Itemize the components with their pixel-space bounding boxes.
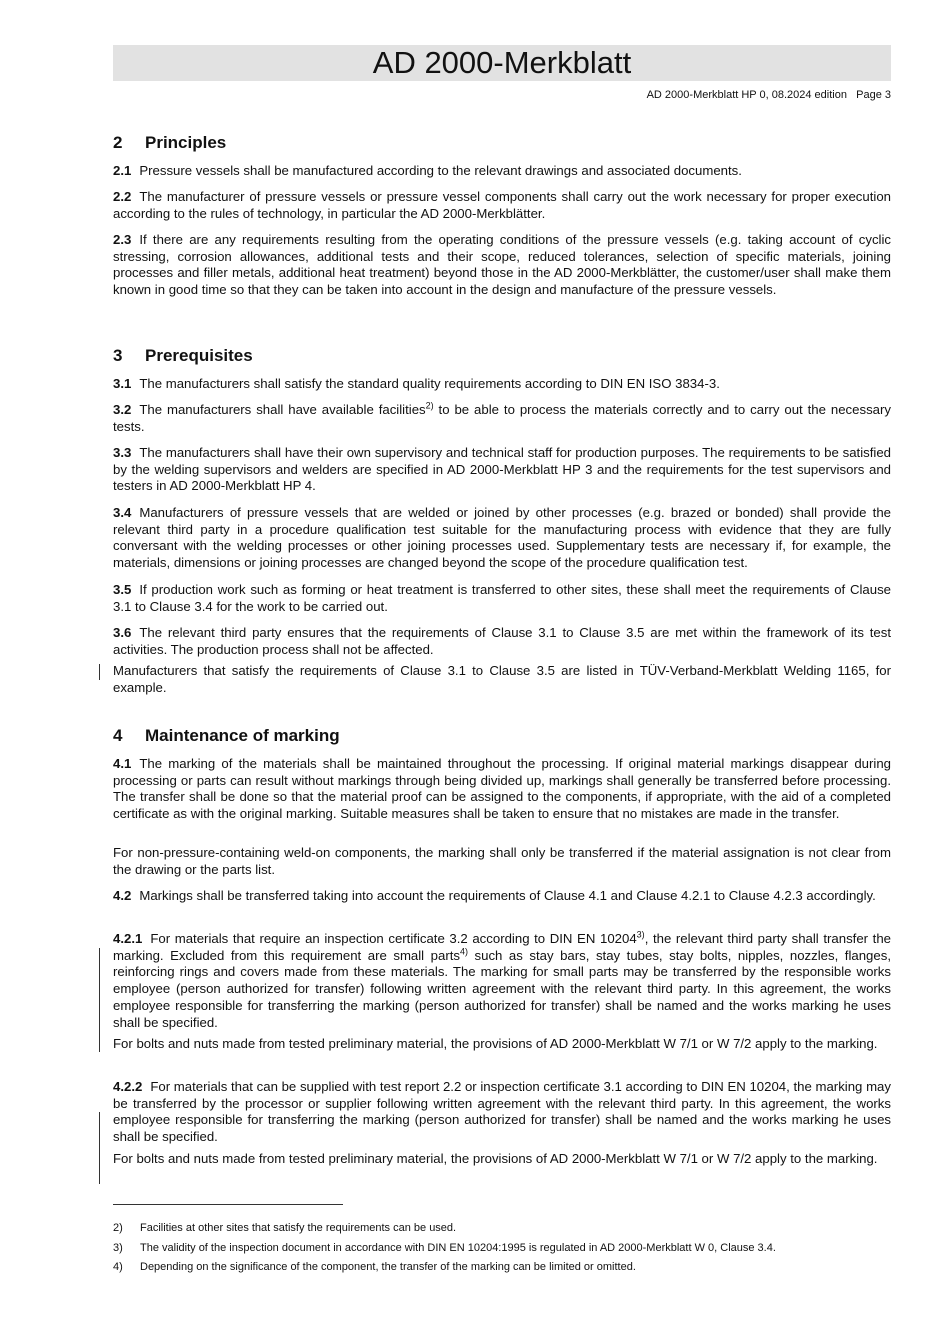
clause-text: The relevant third party ensures that the requirements of Clause 3.1 to Clause 3.5 are met within the framework of its test activities. The production process shall not be affected. [113,625,891,657]
footnote-text: The validity of the inspection document in accordance with DIN EN 10204:1995 is regulated in AD 2000-Merkblatt W 0, Clause 3.4. [140,1242,776,1254]
clause-number: 3.4 [113,505,132,520]
clause-text: The manufacturers shall have available facilities [139,402,426,417]
footnote-text: Depending on the significance of the component, the transfer of the marking can be limited or omitted. [140,1261,636,1273]
clause-text: Markings shall be transferred taking into account the requirements of Clause 4.1 and Clause 4.2.1 to Clause 4.2.3 accordingly. [139,888,876,903]
clause-2-1 [113,163,891,180]
clause-text: If production work such as forming or heat treatment is transferred to other sites, these shall meet the requirements of Clause 3.1 to Clause 3.4 for the work to be carried out. [113,582,891,614]
change-bar [99,1112,100,1184]
clause-number: 4.2.2 [113,1079,143,1094]
clause-2-2 [113,189,891,222]
edition-page-info: AD 2000-Merkblatt HP 0, 08.2024 edition Page 3 [646,89,891,101]
footnote-number: 4) [113,1261,123,1273]
clause-text: The manufacturer of pressure vessels or pressure vessel components shall carry out the work necessary for proper execution according to the rules of technology, in particular the AD 2000-Merkblätter. [113,189,891,221]
clause-number: 2.1 [113,163,132,178]
clause-text: The manufacturers shall satisfy the standard quality requirements according to DIN EN ISO 3834-3. [139,376,720,391]
clause-text: Manufacturers of pressure vessels that are welded or joined by other processes (e.g. brazed or bonded) shall provide the relevant third party in a procedure qualification test suitable for the manufacturing process with evidence that they are fully conversant with the welding processes or other joining processes used. Supplementary tests are necessary if, for example, the materials, dimensions or joining processes are changed beyond the scope of the procedure qualification test. [113,505,891,571]
section-number: 3 [113,346,123,365]
header-bar [113,45,891,81]
clause-text: For materials that can be supplied with test report 2.2 or inspection certificate 3.1 according to DIN EN 10204, the marking may be transferred by the processor or supplier following written agreement with the relevant third party. In this agreement, the works employee responsible for transferring the marking (person authorized for transfer) shall be named and the works marking he uses shall be specified. [113,1079,891,1145]
clause-3-2 [113,402,891,435]
clause-3-6-note: Manufacturers that satisfy the requirements of Clause 3.1 to Clause 3.5 are listed in TÜV-Verband-Merkblatt Welding 1165, for example. [113,663,891,695]
section-title: Principles [145,133,227,152]
footnote-number: 2) [113,1222,123,1234]
clause-number: 2.3 [113,232,132,247]
clause-3-5 [113,582,891,615]
clause-4-1-continued: For non-pressure-containing weld-on components, the marking shall only be transferred if the material assignation is not clear from the drawing or the parts list. [113,845,891,877]
footnote-text: Facilities at other sites that satisfy the requirements can be used. [140,1222,457,1234]
clause-4-2-2-continued: For bolts and nuts made from tested preliminary material, the provisions of AD 2000-Merkblatt W 7/1 or W 7/2 apply to the marking. [113,1151,878,1166]
section-title: Maintenance of marking [145,726,340,745]
clause-4-2-2 [113,1079,891,1146]
clause-4-2-1-continued: For bolts and nuts made from tested preliminary material, the provisions of AD 2000-Merkblatt W 7/1 or W 7/2 apply to the marking. [113,1036,878,1051]
footnote-ref[interactable]: 2) [425,400,434,411]
footnote-separator [113,1204,343,1205]
clause-number: 4.2.1 [113,931,143,946]
clause-number: 3.2 [113,402,132,417]
clause-3-1 [113,376,891,393]
footnote-ref[interactable]: 3) [636,929,645,940]
clause-text: The marking of the materials shall be maintained throughout the processing. If original material markings disappear during processing or parts can result without markings through being divided up, markings shall generally be transferred before processing. The transfer shall be done so that the material proof can be assigned to the components, if appropriate, with the aid of a completed certificate as with the original marking. Suitable measures shall be taken to ensure that no mistakes are made in the transfer. [113,756,891,822]
section-number: 2 [113,133,123,152]
footnote-number: 3) [113,1242,123,1254]
clause-number: 4.1 [113,756,132,771]
clause-text: If there are any requirements resulting from the operating conditions of the pressure vessels (e.g. taking account of cyclic stressing, corrosion allowances, additional tests and their scope, reduced tolerances, selection of specific materials, joining processes and filler metals, additional heat treatment) beyond those in the AD 2000-Merkblätter, the customer/user shall make them known in good time so that they can be taken into account in the design and manufacture of the pressure vessels. [113,232,891,298]
section-title: Prerequisites [145,346,253,365]
document-title: AD 2000-Merkblatt [372,45,632,80]
clause-text: , the relevant third party shall transfer the marking. Excluded from this requirement are small parts [113,931,891,963]
section-3-heading [113,346,253,366]
clause-3-3 [113,445,891,495]
footnote-ref[interactable]: 4) [459,946,468,957]
clause-4-2-1 [113,931,891,1031]
clause-number: 2.2 [113,189,132,204]
footnote [113,1242,913,1255]
clause-number: 4.2 [113,888,132,903]
change-bar [99,948,100,1052]
clause-4-2 [113,888,891,905]
clause-text: to be able to process the materials correctly and to carry out the necessary tests. [113,402,891,434]
clause-2-3 [113,232,891,299]
footnote [113,1222,913,1235]
clause-text: such as stay bars, stay tubes, stay bolts, nipples, nozzles, flanges, reinforcing rings and covers made from these materials. The marking for small parts may be transferred by the responsible works employee (person authorized for transfer) following written agreement with the relevant third party. In this agreement, the works employee responsible for transferring the marking (person authorized for transfer) shall be named and the works marking he uses shall be specified. [113,947,891,1030]
footnote [113,1261,913,1274]
section-4-heading [113,726,340,746]
clause-3-4 [113,505,891,572]
change-bar [99,664,100,680]
clause-text: Pressure vessels shall be manufactured according to the relevant drawings and associated documents. [139,163,742,178]
clause-3-6 [113,625,891,658]
clause-number: 3.6 [113,625,132,640]
clause-number: 3.3 [113,445,132,460]
clause-text: For materials that require an inspection certificate 3.2 according to DIN EN 10204 [150,931,637,946]
section-number: 4 [113,726,123,745]
clause-number: 3.1 [113,376,132,391]
section-2-heading [113,133,226,153]
clause-text: The manufacturers shall have their own supervisory and technical staff for production purposes. The requirements to be satisfied by the welding supervisors and welders are specified in AD 2000-Merkblatt HP 3 and the requirements for the test supervisors and testers in AD 2000-Merkblatt HP 4. [113,445,891,494]
clause-4-1 [113,756,891,823]
clause-number: 3.5 [113,582,132,597]
